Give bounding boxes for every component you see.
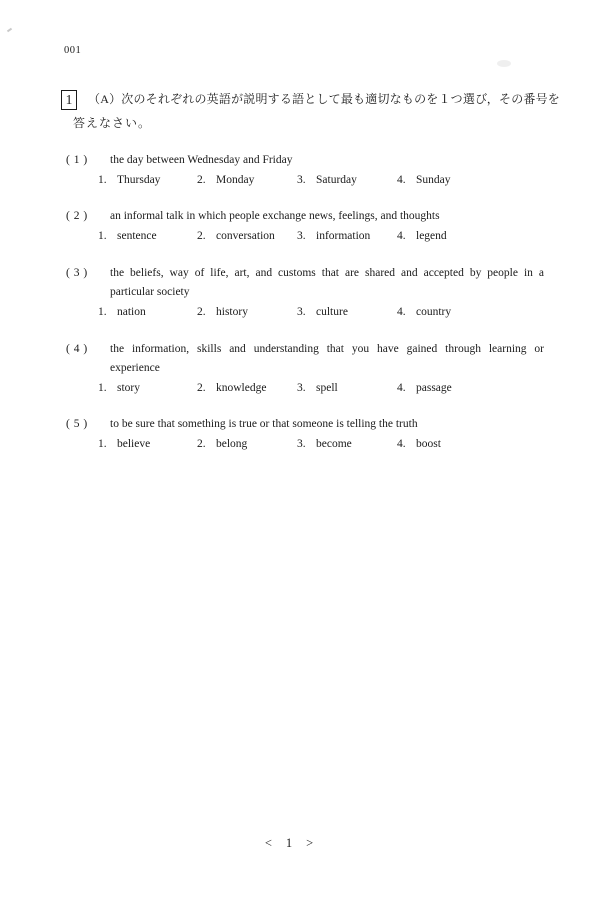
option-number: 2. <box>197 306 206 318</box>
question-label: ( 5 ) <box>66 418 88 430</box>
option-word: Saturday <box>316 174 357 186</box>
option-1 <box>98 303 146 322</box>
option-2 <box>197 379 266 398</box>
question-block-2 <box>0 207 600 246</box>
option-4 <box>397 227 447 246</box>
option-number: 1. <box>98 174 107 186</box>
option-2 <box>197 303 248 322</box>
option-word: become <box>316 438 352 450</box>
question-text: the day between Wednesday and Friday <box>110 154 293 166</box>
option-word: passage <box>416 382 452 394</box>
option-1 <box>98 227 157 246</box>
option-word: story <box>117 382 140 394</box>
option-word: Monday <box>216 174 255 186</box>
option-number: 2. <box>197 230 206 242</box>
question-text-line-2: experience <box>110 362 160 374</box>
option-number: 3. <box>297 174 306 186</box>
option-number: 1. <box>98 438 107 450</box>
option-number: 3. <box>297 306 306 318</box>
question-block-3 <box>0 264 600 322</box>
option-number: 1. <box>98 230 107 242</box>
option-number: 3. <box>297 438 306 450</box>
next-page-bracket: > <box>306 836 314 850</box>
option-word: sentence <box>117 230 157 242</box>
option-word: knowledge <box>216 382 267 394</box>
scan-artifact-tick <box>7 28 12 33</box>
page-footer <box>0 836 578 851</box>
scan-artifact-smudge <box>497 60 511 67</box>
prev-page-bracket: < <box>264 836 272 850</box>
question-label: ( 3 ) <box>66 267 88 279</box>
question-text: an informal talk in which people exchange news, feelings, and thoughts <box>110 210 440 222</box>
option-word: legend <box>416 230 447 242</box>
option-2 <box>197 435 247 454</box>
instruction-line-1: （A）次のそれぞれの英語が説明する語として最も適切なものを１つ選び，その番号を <box>88 92 560 106</box>
option-word: Sunday <box>416 174 451 186</box>
option-word: information <box>316 230 371 242</box>
option-number: 2. <box>197 174 206 186</box>
option-word: culture <box>316 306 348 318</box>
options-row <box>0 379 600 398</box>
option-word: conversation <box>216 230 275 242</box>
option-word: belong <box>216 438 248 450</box>
option-word: history <box>216 306 248 318</box>
question-text-line-1: the information, skills and understanding that you have gained through learning or <box>110 343 544 355</box>
option-number: 3. <box>297 230 306 242</box>
option-1 <box>98 171 160 190</box>
option-4 <box>397 379 452 398</box>
option-3 <box>297 171 357 190</box>
option-3 <box>297 435 352 454</box>
question-label: ( 1 ) <box>66 154 88 166</box>
option-number: 1. <box>98 382 107 394</box>
option-1 <box>98 379 140 398</box>
question-block-1 <box>0 151 600 190</box>
options-row <box>0 435 600 454</box>
footer-page-number: 1 <box>285 836 293 850</box>
option-word: believe <box>117 438 151 450</box>
option-2 <box>197 227 275 246</box>
question-text-line-2: particular society <box>110 286 190 298</box>
option-2 <box>197 171 254 190</box>
question-label: ( 2 ) <box>66 210 88 222</box>
option-word: spell <box>316 382 338 394</box>
section-number-box: 1 <box>61 90 77 110</box>
question-block-5 <box>0 415 600 454</box>
question-text-line-1: the beliefs, way of life, art, and customs that are shared and accepted by people in a <box>110 267 544 279</box>
option-number: 2. <box>197 438 206 450</box>
option-number: 4. <box>397 382 406 394</box>
question-block-4 <box>0 340 600 398</box>
question-text: to be sure that something is true or that someone is telling the truth <box>110 418 418 430</box>
options-row <box>0 227 600 246</box>
option-number: 4. <box>397 174 406 186</box>
option-1 <box>98 435 150 454</box>
option-number: 2. <box>197 382 206 394</box>
options-row <box>0 171 600 190</box>
instruction-line-2: 答えなさい。 <box>73 116 152 130</box>
doc-number: 001 <box>64 45 82 56</box>
option-number: 1. <box>98 306 107 318</box>
option-number: 3. <box>297 382 306 394</box>
option-4 <box>397 303 451 322</box>
option-number: 4. <box>397 438 406 450</box>
option-word: boost <box>416 438 441 450</box>
option-word: country <box>416 306 452 318</box>
question-label: ( 4 ) <box>66 343 88 355</box>
option-4 <box>397 171 451 190</box>
option-3 <box>297 379 338 398</box>
option-word: Thursday <box>117 174 161 186</box>
option-4 <box>397 435 441 454</box>
option-number: 4. <box>397 306 406 318</box>
options-row <box>0 303 600 322</box>
option-word: nation <box>117 306 146 318</box>
option-3 <box>297 303 348 322</box>
option-3 <box>297 227 370 246</box>
option-number: 4. <box>397 230 406 242</box>
